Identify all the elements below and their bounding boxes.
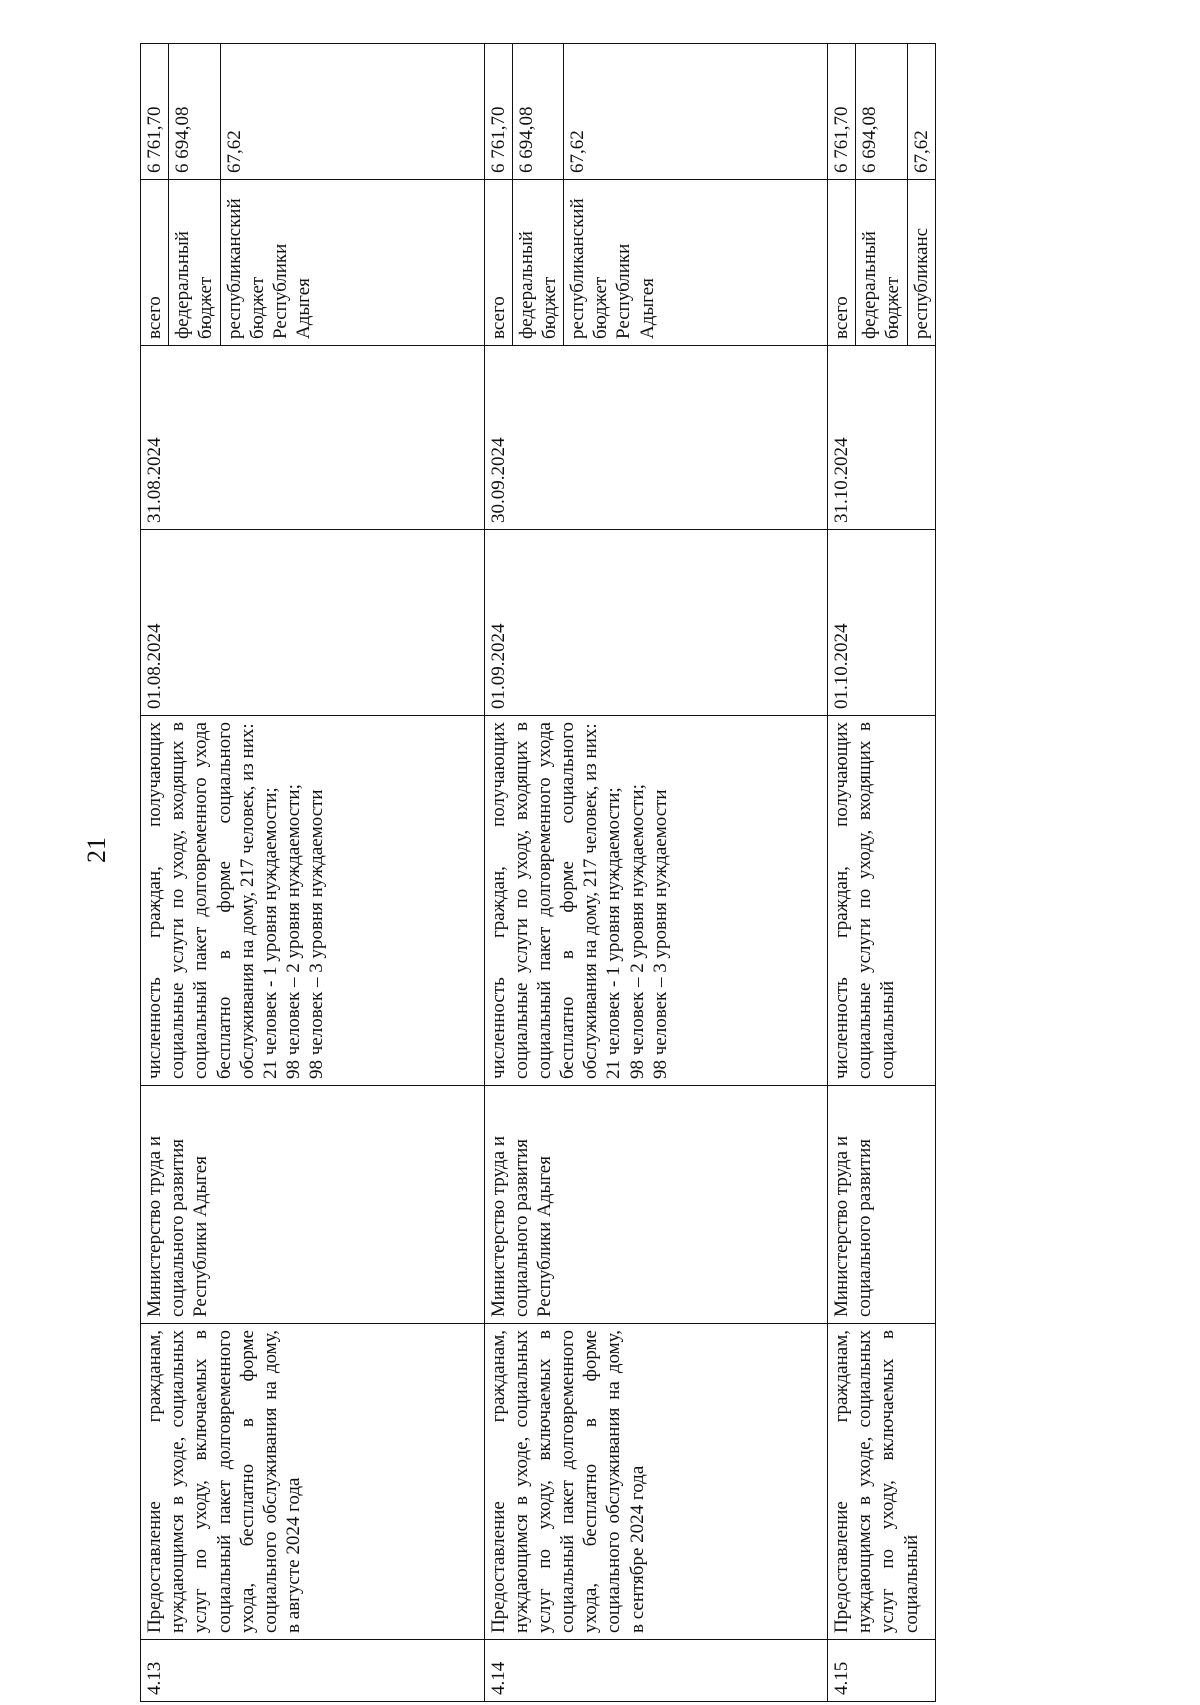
result-cell: численность граждан, получающих социальные услуги по уходу, входящих в социальный пакет долговременного ухода бесплатно в форме социального обслуживания на дому, 217 человек, из них: 21 человек - 1 уровня нуждаемости; 98 человек – 2 уровня нуждаемости; 98 человек – 3 уровня нуждаемости <box>484 716 828 1086</box>
funding-federal-label: федеральный бюджет <box>169 180 220 346</box>
funding-total-value: 6 761,70 <box>828 44 856 180</box>
table-row <box>484 44 512 1702</box>
end-date-cell: 31.08.2024 <box>141 346 485 530</box>
result-text: численность граждан, получающих социальные услуги по уходу, входящих в социальный <box>831 722 899 1079</box>
funding-total-value: 6 761,70 <box>141 44 169 180</box>
funding-federal-value: 6 694,08 <box>512 44 563 180</box>
funding-republic-value: 67,62 <box>220 44 484 180</box>
funding-total-label: всего <box>484 180 512 346</box>
result-cell <box>828 716 936 1086</box>
event-text: Предоставление гражданам, нуждающимся в уходе, социальных услуг по уходу, включаемых в социальный <box>831 1330 922 1633</box>
table-row <box>141 44 169 1702</box>
table-row <box>828 44 856 1702</box>
start-date-cell: 01.08.2024 <box>141 530 485 716</box>
funding-federal-value: 6 694,08 <box>856 44 907 180</box>
executor-cell <box>828 1086 936 1324</box>
funding-federal-label: федеральный бюджет <box>856 180 907 346</box>
funding-total-value: 6 761,70 <box>484 44 512 180</box>
event-cell <box>828 1324 936 1640</box>
executor-cell: Министерство труда и социального развития Республики Адыгея <box>141 1086 485 1324</box>
executor-text: Министерство труда и социального развития <box>831 1135 876 1317</box>
funding-total-label: всего <box>828 180 856 346</box>
start-date-cell: 01.09.2024 <box>484 530 828 716</box>
funding-republic-value: 67,62 <box>564 44 828 180</box>
funding-republic-value: 67,62 <box>907 44 935 180</box>
funding-republic-label: республиканский бюджет Республики Адыгея <box>564 180 828 346</box>
row-number: 4.13 <box>141 1640 485 1702</box>
row-number: 4.15 <box>828 1640 936 1702</box>
funding-total-label: всего <box>141 180 169 346</box>
event-cell: Предоставление гражданам, нуждающимся в уходе, социальных услуг по уходу, включаемых в социальный пакет долговременного ухода, бесплатно в форме социального обслуживания на дому, в сентябре 2024 года <box>484 1324 828 1640</box>
result-cell: численность граждан, получающих социальные услуги по уходу, входящих в социальный пакет долговременного ухода бесплатно в форме социального обслуживания на дому, 217 человек, из них: 21 человек - 1 уровня нуждаемости; 98 человек – 2 уровня нуждаемости; 98 человек – 3 уровня нуждаемости <box>141 716 485 1086</box>
plan-table <box>140 43 936 1702</box>
row-number: 4.14 <box>484 1640 828 1702</box>
executor-cell: Министерство труда и социального развития Республики Адыгея <box>484 1086 828 1324</box>
funding-republic-label: республиканский бюджет Республики Адыгея <box>220 180 484 346</box>
event-cell: Предоставление гражданам, нуждающимся в уходе, социальных услуг по уходу, включаемых в социальный пакет долговременного ухода, бесплатно в форме социального обслуживания на дому, в августе 2024 года <box>141 1324 485 1640</box>
end-date-cell: 31.10.2024 <box>828 346 936 530</box>
page-number: 21 <box>82 837 111 863</box>
document-table-rotated <box>140 44 1068 1702</box>
funding-republic-label: республиканс <box>907 180 935 346</box>
end-date-cell: 30.09.2024 <box>484 346 828 530</box>
start-date-cell: 01.10.2024 <box>828 530 936 716</box>
funding-federal-value: 6 694,08 <box>169 44 220 180</box>
funding-federal-label: федеральный бюджет <box>512 180 563 346</box>
